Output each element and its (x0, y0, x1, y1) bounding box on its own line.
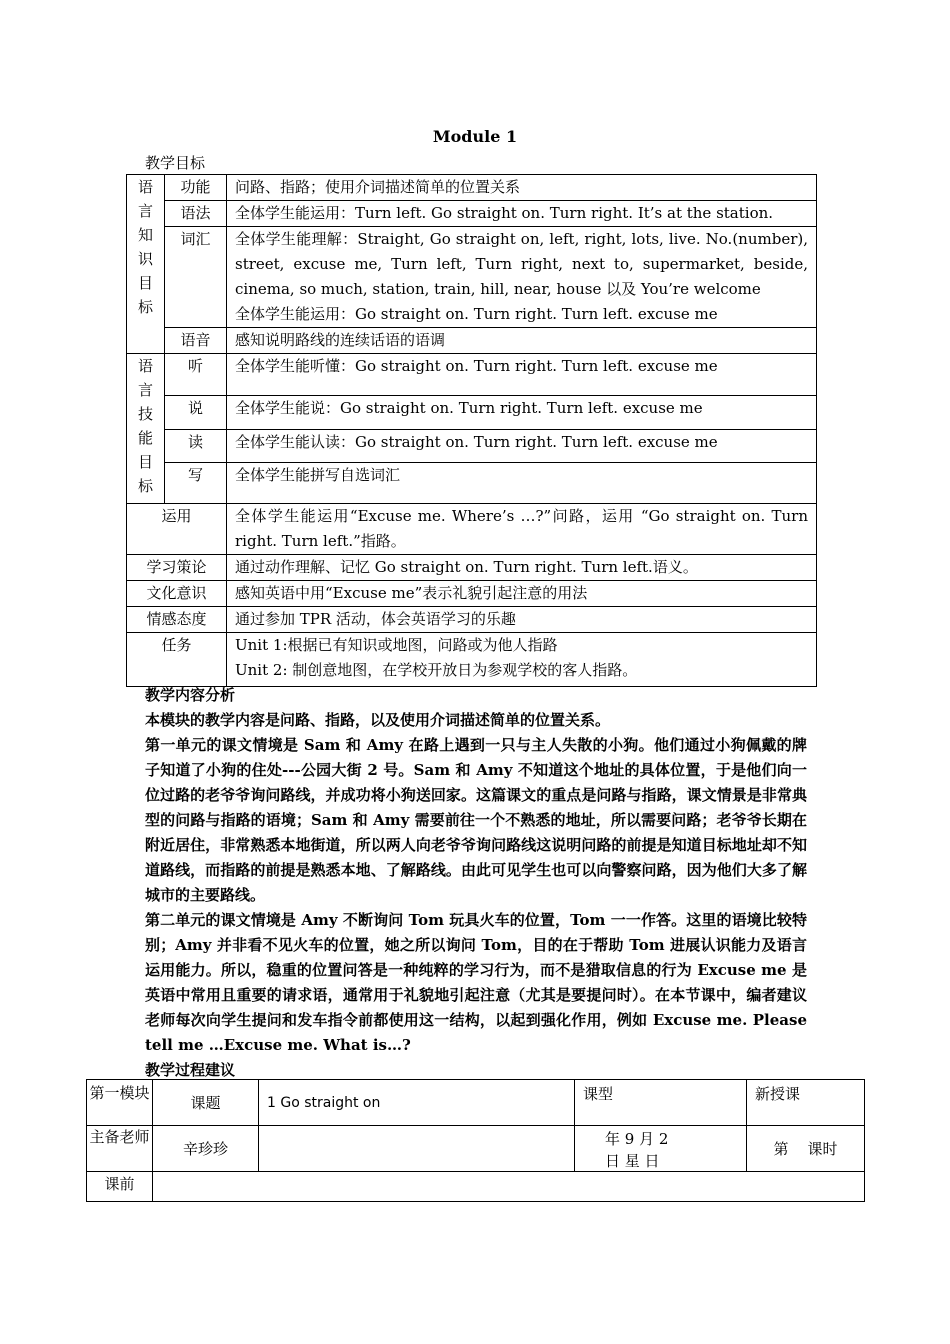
task-unit1: Unit 1:根据已有知识或地图，问路或为他人指路 (235, 636, 558, 654)
cell-text: 全体学生能认读：Go straight on. Turn right. Turn left. excuse me (227, 430, 817, 463)
vocab-use: 全体学生能运用：Go straight on. Turn right. Turn left. excuse me (235, 305, 718, 323)
teacher-label: 主备老师 (87, 1126, 153, 1172)
type-value: 新授课 (747, 1080, 865, 1126)
cell-label: 功能 (165, 175, 227, 201)
lang-skill-label: 语 言 技 能 目 标 (127, 354, 165, 504)
cell-text: 全体学生能听懂：Go straight on. Turn right. Turn left. excuse me (227, 354, 817, 396)
cell-label: 情感态度 (127, 607, 227, 633)
cell-text (227, 227, 817, 328)
analysis-paragraph: 本模块的教学内容是问路、指路，以及使用介词描述简单的位置关系。 (145, 711, 611, 729)
module-cell: 第一模块 (87, 1080, 153, 1126)
cell-label: 语法 (165, 201, 227, 227)
cell-text: 全体学生能拼写自选词汇 (227, 463, 817, 504)
date-cell (575, 1126, 747, 1172)
cell-label: 文化意识 (127, 581, 227, 607)
cell-text: 通过动作理解、记忆 Go straight on. Turn right. Turn left.语义。 (227, 555, 817, 581)
cell-label: 说 (165, 396, 227, 430)
teacher-value: 辛珍珍 (153, 1126, 259, 1172)
analysis-heading: 教学内容分析 (145, 686, 236, 704)
objectives-label: 教学目标 (145, 154, 206, 172)
cell-label: 听 (165, 354, 227, 396)
cell-text: 感知英语中用“Excuse me”表示礼貌引起注意的用法 (227, 581, 817, 607)
analysis-paragraph: 第二单元的课文情境是 Amy 不断询问 Tom 玩具火车的位置，Tom 一一作答。这里的语境比较特别；Amy 并非看不见火车的位置，她之所以询问 Tom，目的在于帮助 Tom 进展认识能力及语言运用能力。所以，稳重的位置问答是一种纯粹的学习行为，而不是猎取信息的行为 Excuse me 是英语中常用且重要的请求语，通常用于礼貌地引起注意（尤其是要提问时）。在本节课中，编者建议老师每次向学生提问和发车指令前都使用这一结构，以起到强化作用，例如 Excuse me. Please tell me …Excuse me. What is…? (145, 911, 807, 1054)
lang-knowledge-label: 语 言 知 识 目 标 (127, 175, 165, 354)
cell-label: 语音 (165, 328, 227, 354)
period-cell: 第 课时 (747, 1126, 865, 1172)
cell-label: 词汇 (165, 227, 227, 328)
topic-value: 1 Go straight on (259, 1080, 575, 1126)
cell-label: 写 (165, 463, 227, 504)
cell-text: 问路、指路；使用介词描述简单的位置关系 (227, 175, 817, 201)
empty-cell (259, 1126, 575, 1172)
process-table (86, 1079, 865, 1202)
cell-label: 读 (165, 430, 227, 463)
type-label: 课型 (575, 1080, 747, 1126)
cell-label: 运用 (127, 504, 227, 555)
page-title: Module 1 (432, 127, 518, 146)
cell-label: 任务 (127, 633, 227, 687)
topic-label: 课题 (153, 1080, 259, 1126)
vocab-understand: 全体学生能理解：Straight, Go straight on, left, right, lots, live. No.(number), street, excuse me, Turn left, Turn right, next to, supermarket, beside, cinema, so much, station, train, hill, near, house 以及 You’re welcome (235, 230, 808, 298)
cell-text: 通过参加 TPR 活动，体会英语学习的乐趣 (227, 607, 817, 633)
cell-text (227, 633, 817, 687)
cell-text: 全体学生能运用：Turn left. Go straight on. Turn right. It’s at the station. (227, 201, 817, 227)
objectives-table (126, 174, 817, 687)
task-unit2: Unit 2: 制创意地图，在学校开放日为参观学校的客人指路。 (235, 661, 638, 679)
before-class-content (153, 1172, 865, 1202)
cell-text: 感知说明路线的连续话语的语调 (227, 328, 817, 354)
process-heading: 教学过程建议 (145, 1061, 236, 1079)
cell-label: 学习策论 (127, 555, 227, 581)
before-class-label: 课前 (87, 1172, 153, 1202)
date-line-cut: 日 星 日 (605, 1152, 660, 1168)
cell-text: 全体学生能运用“Excuse me. Where’s …?”问路，运用 “Go straight on. Turn right. Turn left.”指路。 (227, 504, 817, 555)
analysis-paragraph: 第一单元的课文情境是 Sam 和 Amy 在路上遇到一只与主人失散的小狗。他们通过小狗佩戴的牌子知道了小狗的住处---公园大街 2 号。Sam 和 Amy 不知道这个地址的具体位置，于是他们向一位过路的老爷爷询问路线，并成功将小狗送回家。这篇课文的重点是问路与指路，课文情景是非常典型的问路与指路的语境；Sam 和 Amy 需要前往一个不熟悉的地址，所以需要问路；老爷爷长期在附近居住，非常熟悉本地街道，所以两人向老爷爷询问路线这说明问路的前提是知道目标地址却不知道路线，而指路的前提是熟悉本地、了解路线。由此可见学生也可以向警察问路，因为他们大多了解城市的主要路线。 (145, 736, 807, 904)
date-line: 年 9 月 2 (605, 1130, 669, 1148)
content-analysis (145, 683, 807, 1083)
cell-text: 全体学生能说：Go straight on. Turn right. Turn left. excuse me (227, 396, 817, 430)
